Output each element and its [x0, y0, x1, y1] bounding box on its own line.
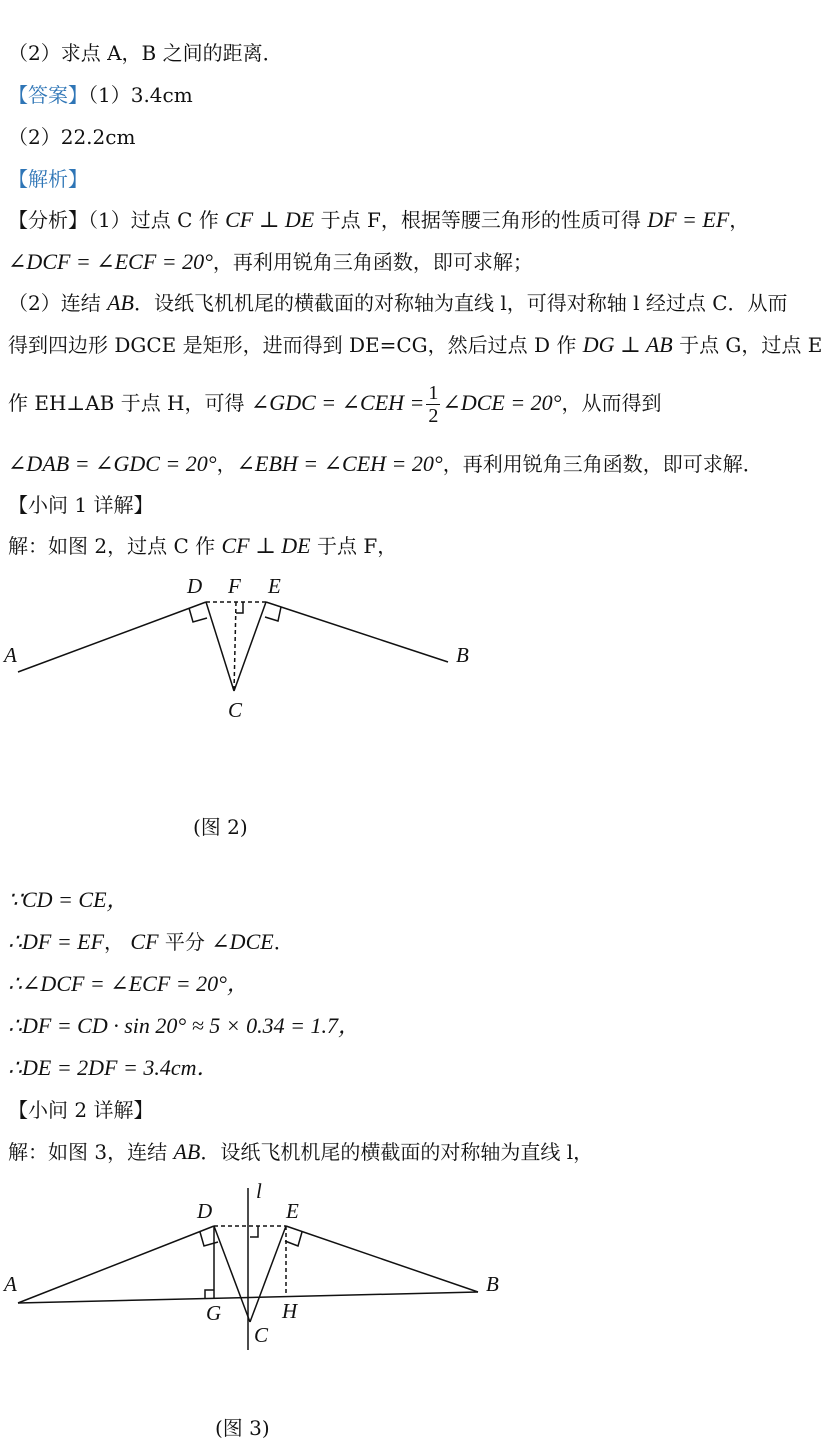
math-angle-dce-2: ∠DCE	[211, 929, 274, 954]
figure-2-caption: (图 2)	[193, 815, 248, 839]
right-angle-mark-f	[236, 602, 243, 613]
step-2-text-b: 平分	[158, 930, 212, 954]
step-df-eq-ef	[8, 929, 294, 955]
fraction-one-half	[426, 382, 440, 427]
label-b: B	[486, 1272, 499, 1296]
right-angle-mark-d	[189, 608, 207, 622]
right-angle-mark-g	[205, 1290, 214, 1298]
segment-eb	[286, 1226, 478, 1292]
math-therefore-df-ef: ∴DF = EF	[8, 929, 105, 954]
right-angle-mark-l	[250, 1226, 258, 1237]
step-de-result: ∴DE = 2DF = 3.4cm．	[8, 1055, 219, 1080]
analysis-line-4	[8, 332, 822, 358]
figure-2-diagram	[0, 565, 500, 725]
sub-question-2-heading: 【小问 2 详解】	[8, 1098, 154, 1122]
solution-1-text-b: 于点 F，	[310, 534, 398, 558]
question-part-2: （2）求点 A，B 之间的距离．	[8, 41, 283, 65]
solution-2-text-b: ．设纸飞机机尾的横截面的对称轴为直线 l，	[200, 1140, 594, 1164]
segment-ad	[18, 602, 206, 672]
math-cf-perp-de: CF ⊥ DE	[225, 207, 315, 232]
analysis-text-g: 得到四边形 DGCE 是矩形，进而得到 DE=CG，然后过点 D 作	[8, 333, 583, 357]
label-l: l	[256, 1179, 262, 1203]
analysis-text-h: 于点 G，过点 E	[672, 333, 823, 357]
analysis-line-2	[8, 249, 533, 275]
analysis-text-j: ，从而得到	[561, 391, 662, 415]
solution-2-intro	[8, 1139, 593, 1165]
answer-1: （1）3.4cm	[88, 83, 193, 107]
analysis-text-b: 于点 F，根据等腰三角形的性质可得	[314, 208, 648, 232]
label-f: F	[228, 574, 241, 598]
label-g: G	[206, 1301, 222, 1325]
label-c: C	[254, 1323, 269, 1347]
label-b: B	[456, 643, 469, 667]
analysis-text-d: ，再利用锐角三角函数，即可求解；	[212, 250, 533, 274]
math-angle-dcf: ∠DCF = ∠ECF = 20°	[8, 249, 213, 274]
analysis-text-c: ，	[729, 208, 750, 232]
segment-ec	[234, 602, 266, 691]
right-angle-mark-e	[265, 607, 281, 621]
analysis-line-3	[8, 290, 788, 316]
fraction-numerator: 1	[428, 382, 439, 404]
sub-question-1-heading: 【小问 1 详解】	[8, 493, 154, 517]
math-angle-ebh: ∠EBH = ∠CEH = 20°	[236, 451, 443, 476]
segment-eb	[266, 602, 448, 662]
label-a: A	[4, 643, 17, 667]
label-e: E	[286, 1199, 299, 1223]
math-ab: AB	[107, 290, 134, 315]
fraction-denominator: 2	[428, 405, 439, 427]
step-cd-eq-ce: ∵CD = CE，	[8, 887, 129, 912]
segment-ad	[18, 1226, 214, 1303]
analysis-text-a: 【分析】（1）过点 C 作	[8, 208, 226, 232]
step-df-calc: ∴DF = CD · sin 20° ≈ 5 × 0.34 = 1.7，	[8, 1013, 360, 1038]
label-a: A	[4, 1272, 17, 1296]
math-angle-gdc: ∠GDC = ∠CEH =	[250, 390, 425, 415]
analysis-tag: 【解析】	[8, 167, 88, 191]
label-h: H	[282, 1299, 298, 1323]
answer-line-1	[8, 82, 193, 108]
analysis-text-l: ，再利用锐角三角函数，即可求解．	[442, 452, 763, 476]
math-df-eq-ef: DF = EF	[647, 207, 730, 232]
math-dg-perp-ab: DG ⊥ AB	[582, 332, 673, 357]
math-angle-dab: ∠DAB = ∠GDC = 20°	[8, 451, 217, 476]
step-2-text-c: ．	[273, 930, 294, 954]
math-cf-perp-de-2: CF ⊥ DE	[221, 533, 311, 558]
analysis-line-5	[8, 378, 661, 428]
segment-cf-dashed	[234, 602, 236, 691]
math-angle-dce: ∠DCE = 20°	[442, 390, 562, 415]
solution-2-text-a: 解：如图 3，连结	[8, 1140, 174, 1164]
segment-dc	[206, 602, 234, 691]
label-d: D	[197, 1199, 213, 1223]
label-c: C	[228, 698, 243, 722]
answer-2: （2）22.2cm	[8, 125, 136, 149]
figure-3-caption: (图 3)	[215, 1416, 270, 1440]
step-angle-equal: ∴∠DCF = ∠ECF = 20°，	[8, 971, 249, 996]
right-angle-mark-d	[200, 1232, 218, 1246]
solution-1-text-a: 解：如图 2，过点 C 作	[8, 534, 222, 558]
segment-ec	[250, 1226, 286, 1322]
label-d: D	[187, 574, 203, 598]
analysis-text-f: ．设纸飞机机尾的横截面的对称轴为直线 l，可得对称轴 l 经过点 C．从而	[133, 291, 788, 315]
right-angle-mark-e	[285, 1232, 302, 1246]
solution-1-intro	[8, 533, 397, 559]
answer-tag: 【答案】	[8, 83, 88, 107]
analysis-text-i: 作 EH⊥AB 于点 H，可得	[8, 391, 251, 415]
analysis-text-e: （2）连结	[8, 291, 108, 315]
analysis-line-1	[8, 207, 749, 233]
step-2-text-a: ，	[104, 930, 131, 954]
math-ab-2: AB	[173, 1139, 201, 1164]
label-e: E	[268, 574, 281, 598]
figure-3-diagram	[0, 1170, 520, 1360]
analysis-line-6	[8, 451, 763, 477]
analysis-text-k: ，	[216, 452, 237, 476]
math-cf: CF	[130, 929, 159, 954]
